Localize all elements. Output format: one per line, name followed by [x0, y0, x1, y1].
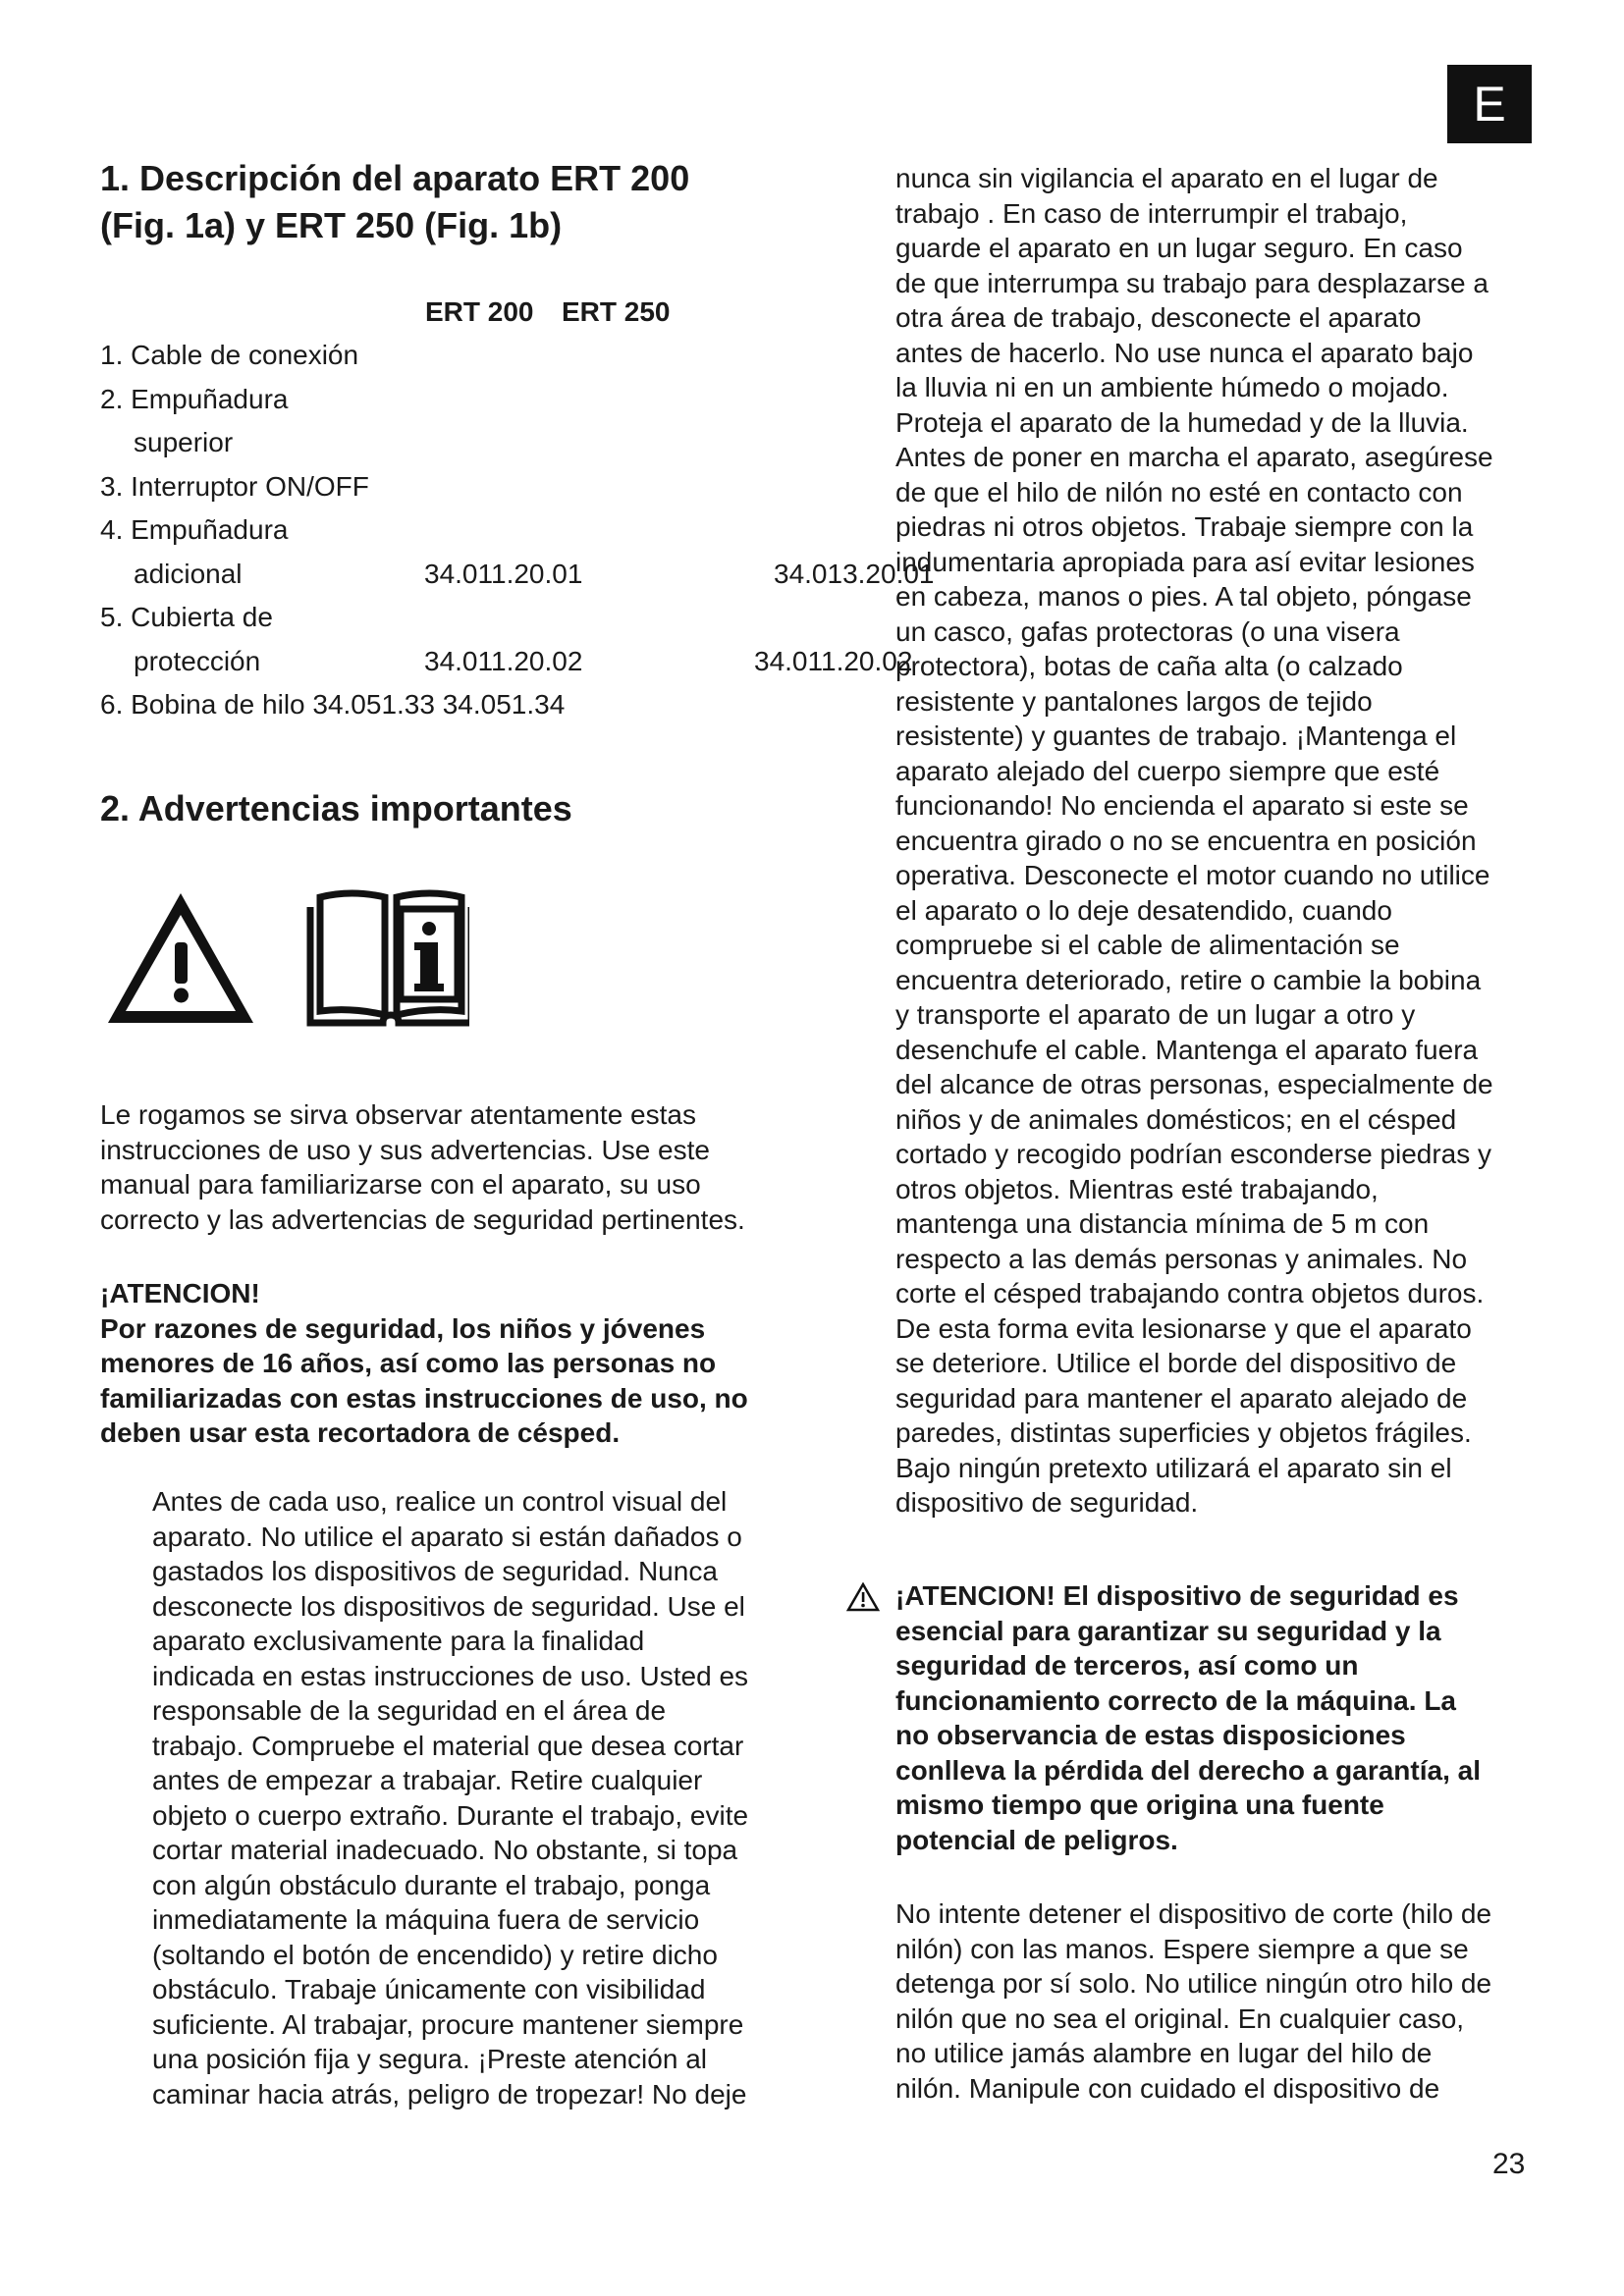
parts-table [100, 291, 935, 727]
parts-row [100, 596, 807, 640]
text-line: cortado y recogido podrían esconderse piedras y [895, 1139, 1492, 1169]
text-line: de que el hilo de nilón no esté en contacto con [895, 476, 1463, 507]
text-line: un casco, gafas protectoras (o una visera [895, 615, 1400, 647]
parts-row-label: adicional [134, 558, 243, 589]
parts-row [100, 640, 913, 684]
text-line: objeto o cuerpo extraño. Durante el trabajo, evite [152, 1799, 749, 1831]
text-line: compruebe si el cable de alimentación se [895, 930, 1400, 960]
intro-paragraph [100, 1097, 807, 1237]
text-line: desenchufe el cable. Mantenga el aparato fuera [895, 1034, 1479, 1065]
text-line: del alcance de otras personas, especialmente de [895, 1069, 1493, 1099]
section-2-title: 2. Advertencias importantes [100, 788, 572, 828]
text-line: trabajo. Compruebe el material que desea cortar [152, 1730, 744, 1761]
text-line: otros objetos. Mientras esté trabajando, [895, 1173, 1379, 1204]
text-line: esencial para garantizar su seguridad y la [895, 1615, 1441, 1646]
text-line: Le rogamos se sirva observar atentamente estas [100, 1099, 696, 1130]
text-line: No intente detener el dispositivo de corte (hilo de [895, 1898, 1492, 1929]
text-line: mantenga una distancia mínima de 5 m con [895, 1208, 1430, 1239]
text-line: indicada en estas instrucciones de uso. Usted es [152, 1660, 749, 1691]
text-line: menores de 16 años, así como las personas no [100, 1348, 717, 1378]
warning-triangle-icon [108, 893, 253, 1023]
text-line: Por razones de seguridad, los niños y jóvenes [100, 1312, 706, 1344]
parts-row [100, 334, 807, 378]
text-line: dispositivo de seguridad. [895, 1487, 1199, 1518]
parts-row [100, 465, 807, 509]
text-line: aparato alejado del cuerpo siempre que esté [895, 755, 1440, 786]
text-line: trabajo . En caso de interrumpir el trabajo, [895, 197, 1408, 229]
right-column-paragraph [895, 161, 1543, 1521]
text-line: y transporte el aparato de un lugar a otro y [895, 999, 1416, 1030]
section-1-title [100, 155, 807, 249]
text-line: en cabeza, manos o pies. A tal objeto, póngase [895, 581, 1472, 612]
text-line: potencial de peligros. [895, 1824, 1178, 1855]
text-line: deben usar esta recortadora de césped. [100, 1417, 621, 1448]
text-line: seguridad para mantener el aparato alejado de [895, 1382, 1468, 1414]
text-line: indumentaria apropiada para así evitar lesiones [895, 546, 1475, 577]
text-line: se deteriore. Utilice el borde del dispositivo de [895, 1348, 1457, 1378]
text-line: encuentra girado o no se encuentra en posición [895, 825, 1477, 856]
parts-row-value-ert250: 34.013.20.01 [774, 558, 935, 589]
warning-and-manual-icons [106, 885, 469, 1033]
text-line: otra área de trabajo, desconecte el aparato [895, 302, 1422, 333]
text-line: corte el césped trabajando contra objetos duros. [895, 1278, 1485, 1308]
text-line: piedras ni otros objetos. Trabaje siempre con la [895, 511, 1474, 542]
text-line: niños y de animales domésticos; en el césped [895, 1103, 1457, 1135]
parts-row-label: 6. Bobina de hilo 34.051.33 34.051.34 [100, 689, 566, 720]
safety-icons [106, 885, 469, 1038]
text-line: antes de hacerlo. No use nunca el aparato bajo [895, 337, 1474, 368]
text-line: funcionamiento correcto de la máquina. La [895, 1684, 1456, 1716]
text-line: responsable de la seguridad en el área de [152, 1695, 667, 1726]
parts-row-value-ert250: 34.011.20.02 [754, 645, 913, 676]
parts-row-label: 2. Empuñadura [100, 383, 289, 414]
atencion-block-2 [846, 1578, 1543, 1857]
text-line: aparato. No utilice el aparato si están dañados o [152, 1521, 742, 1552]
text-line: funcionando! No encienda el aparato si este se [895, 790, 1469, 821]
text-line: seguridad de terceros, así como un [895, 1650, 1359, 1681]
parts-row-value-ert200: 34.011.20.02 [424, 645, 583, 676]
header-ert250: ERT 250 [562, 296, 671, 327]
section-1 [100, 155, 935, 727]
text-line: cortar material inadecuado. No obstante, si topa [152, 1835, 738, 1865]
manual-book-icon [310, 893, 469, 1023]
section-1-title-line2: (Fig. 1a) y ERT 250 (Fig. 1b) [100, 205, 563, 245]
text-line: ¡ATENCION! El dispositivo de seguridad es [895, 1580, 1459, 1611]
parts-row-label: protección [134, 645, 261, 676]
parts-row [100, 508, 807, 553]
text-line: (soltando el botón de encendido) y retire dicho [152, 1939, 718, 1970]
text-line: gastados los dispositivos de seguridad. Nunca [152, 1556, 718, 1586]
atencion-block [100, 1276, 807, 1451]
text-line: instrucciones de uso y sus advertencias. Use este [100, 1134, 710, 1165]
text-line: protectora), botas de caña alta (o calzado [895, 651, 1403, 681]
language-tab: E [1447, 65, 1532, 143]
page-number: 23 [1492, 2148, 1526, 2180]
text-line: con algún obstáculo durante el trabajo, ponga [152, 1869, 711, 1900]
text-line: paredes, distintas superficies y objetos frágiles. [895, 1417, 1472, 1448]
text-line: inmediatamente la máquina fuera de servicio [152, 1904, 700, 1935]
text-line: manual para familiarizarse con el aparato, su uso [100, 1169, 701, 1200]
text-line: suficiente. Al trabajar, procure mantener siempre [152, 2008, 744, 2040]
parts-row-label: 3. Interruptor ON/OFF [100, 470, 369, 502]
header-ert200: ERT 200 [425, 296, 534, 327]
text-line: Antes de poner en marcha el aparato, asegúrese [895, 442, 1493, 472]
text-line: antes de empezar a trabajar. Retire cualquier [152, 1765, 703, 1795]
text-line: desconecte los dispositivos de seguridad. Use el [152, 1590, 745, 1622]
section-1-title-line1: 1. Descripción del aparato ERT 200 [100, 158, 690, 198]
text-line: nilón que no sea el original. En cualquier caso, [895, 2002, 1465, 2034]
text-line: guarde el aparato en un lugar seguro. En caso [895, 233, 1463, 263]
text-line: respecto a las demás personas y animales. No [895, 1243, 1468, 1274]
text-line: Antes de cada uso, realice un control visual del [152, 1486, 728, 1517]
parts-table-header [100, 291, 807, 334]
parts-row-label: 5. Cubierta de [100, 602, 273, 632]
text-line: obstáculo. Trabaje únicamente con visibilidad [152, 1974, 706, 2004]
no-intente-paragraph [895, 1896, 1543, 2106]
text-line: una posición fija y segura. ¡Preste atención al [152, 2044, 707, 2074]
antes-paragraph [152, 1484, 800, 2111]
text-line: correcto y las advertencias de seguridad pertinentes. [100, 1203, 745, 1235]
text-line: aparato exclusivamente para la finalidad [152, 1626, 645, 1656]
text-line: encuentra deteriorado, retire o cambie la bobina [895, 964, 1482, 995]
text-line: resistente y pantalones largos de tejido [895, 685, 1373, 717]
parts-row-label: 1. Cable de conexión [100, 340, 359, 370]
warning-small-icon [846, 1582, 880, 1612]
text-line: la lluvia ni en un ambiente húmedo o mojado. [895, 372, 1449, 402]
text-line: Proteja el aparato de la humedad y de la lluvia. [895, 406, 1469, 438]
parts-row-value-ert200: 34.011.20.01 [424, 558, 583, 589]
text-line: mismo tiempo que origina una fuente [895, 1789, 1384, 1820]
text-line: nunca sin vigilancia el aparato en el lugar de [895, 163, 1438, 193]
parts-row [100, 683, 807, 727]
parts-row [100, 378, 807, 422]
text-line: no observancia de estas disposiciones [895, 1720, 1406, 1750]
text-line: familiarizadas con estas instrucciones de uso, no [100, 1382, 748, 1414]
parts-row [100, 421, 807, 465]
text-line: conlleva la pérdida del derecho a garantía, al [895, 1754, 1481, 1786]
text-line: detenga por sí solo. No utilice ningún otro hilo de [895, 1968, 1492, 1999]
text-line: nilón. Manipule con cuidado el dispositivo de [895, 2072, 1440, 2104]
text-line: nilón) con las manos. Espere siempre a que se [895, 1933, 1469, 1964]
parts-row [100, 553, 935, 597]
text-line: de que interrumpa su trabajo para desplazarse a [895, 267, 1489, 298]
text-line: Bajo ningún pretexto utilizará el aparato sin el [895, 1452, 1452, 1483]
parts-row-label: 4. Empuñadura [100, 514, 289, 545]
text-line: el aparato o lo deje desatendido, cuando [895, 894, 1392, 926]
parts-row-label: superior [134, 427, 234, 457]
text-line: operativa. Desconecte el motor cuando no utilice [895, 860, 1490, 890]
text-line: De esta forma evita lesionarse y que el aparato [895, 1312, 1472, 1344]
text-line: caminar hacia atrás, peligro de tropezar! No deje [152, 2078, 747, 2109]
text-line: no utilice jamás alambre en lugar del hilo de [895, 2038, 1433, 2068]
text-line: resistente) y guantes de trabajo. ¡Mantenga el [895, 721, 1457, 751]
atencion-heading: ¡ATENCION! [100, 1278, 260, 1308]
